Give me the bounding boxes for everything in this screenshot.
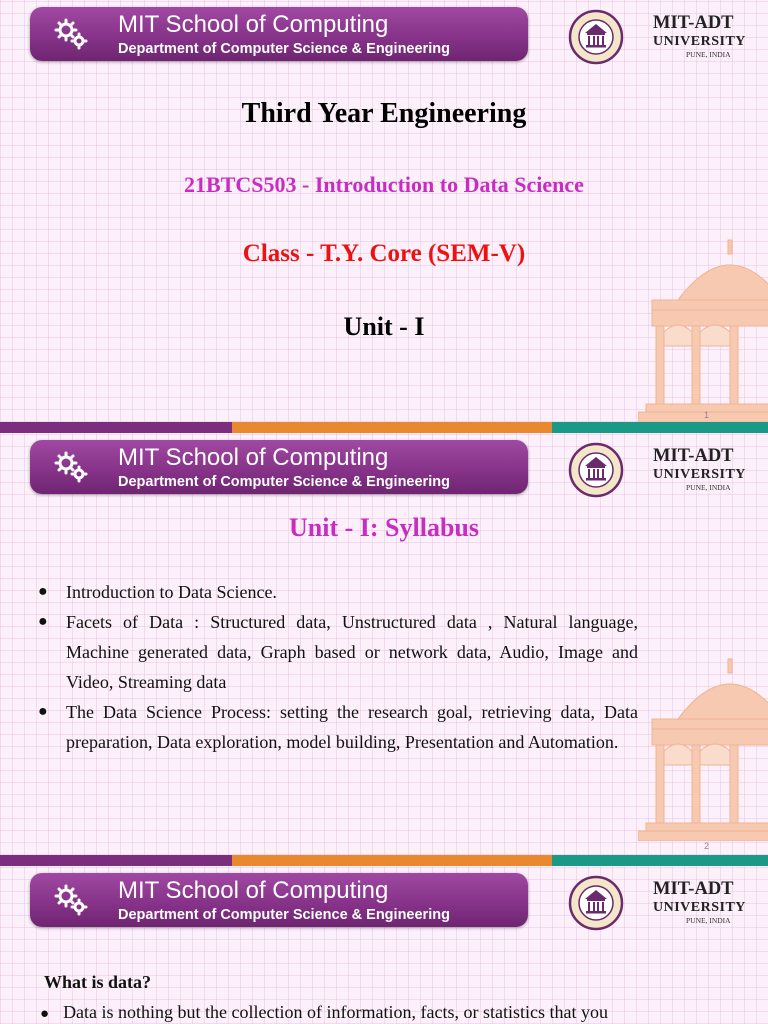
gear-icon <box>50 450 90 484</box>
slide-divider <box>0 855 768 866</box>
section-heading: What is data? <box>44 972 152 992</box>
page-number: 1 <box>704 410 710 420</box>
slide-divider <box>0 422 768 433</box>
logo-name: MIT-ADT <box>653 446 734 466</box>
school-name: MIT School of Computing <box>118 877 389 904</box>
unit-label: Unit - I <box>343 312 425 341</box>
bullet-dot-icon: ● <box>40 1006 50 1022</box>
department-name: Department of Computer Science & Engineering <box>118 907 450 923</box>
gear-icon <box>50 17 90 51</box>
bullet-dot-icon: ● <box>38 583 48 600</box>
school-name: MIT School of Computing <box>118 444 389 471</box>
logo-university: UNIVERSITY <box>653 34 746 49</box>
university-seal-icon <box>568 875 624 931</box>
university-logo <box>568 442 758 498</box>
course-title: 21BTCS503 - Introduction to Data Science <box>184 172 584 197</box>
logo-name: MIT-ADT <box>653 879 734 899</box>
header-banner <box>30 440 528 494</box>
department-name: Department of Computer Science & Engineering <box>118 474 450 490</box>
dome-icon <box>638 655 768 841</box>
logo-university: UNIVERSITY <box>653 900 746 915</box>
university-logo <box>568 875 758 931</box>
slide-2 <box>0 433 768 855</box>
list-item: ● Data is nothing but the collection of information, facts, or statistics that you <box>40 1002 608 1022</box>
logo-name: MIT-ADT <box>653 13 734 33</box>
bullet-dot-icon: ● <box>38 613 48 630</box>
header-banner <box>30 7 528 61</box>
list-item: ● The Data Science Process: setting the research goal, retrieving data, Data preparation, Data exploration, model building, Presentation and Automation. <box>36 697 638 757</box>
gear-icon <box>50 883 90 917</box>
class-label: Class - T.Y. Core (SEM-V) <box>242 240 526 267</box>
list-item: ● Facets of Data : Structured data, Unstructured data , Natural language, Machine generated data, Graph based or network data, Audio, Image and Video, Streaming data <box>36 607 638 697</box>
logo-university: UNIVERSITY <box>653 467 746 482</box>
bullet-dot-icon: ● <box>38 703 48 720</box>
logo-location: PUNE, INDIA <box>686 50 731 59</box>
slide-title: Unit - I: Syllabus <box>289 513 479 542</box>
slide-title: Third Year Engineering <box>241 98 527 129</box>
university-seal-icon <box>568 442 624 498</box>
department-name: Department of Computer Science & Engineering <box>118 41 450 57</box>
page-number: 2 <box>704 841 710 851</box>
slide-3 <box>0 866 768 1024</box>
dome-icon <box>638 236 768 422</box>
university-logo <box>568 9 758 65</box>
logo-location: PUNE, INDIA <box>686 483 731 492</box>
university-seal-icon <box>568 9 624 65</box>
syllabus-list <box>36 577 638 757</box>
header-banner <box>30 873 528 927</box>
slide-1 <box>0 0 768 422</box>
logo-location: PUNE, INDIA <box>686 916 731 925</box>
list-item: ● Introduction to Data Science. <box>36 577 638 607</box>
school-name: MIT School of Computing <box>118 11 389 38</box>
